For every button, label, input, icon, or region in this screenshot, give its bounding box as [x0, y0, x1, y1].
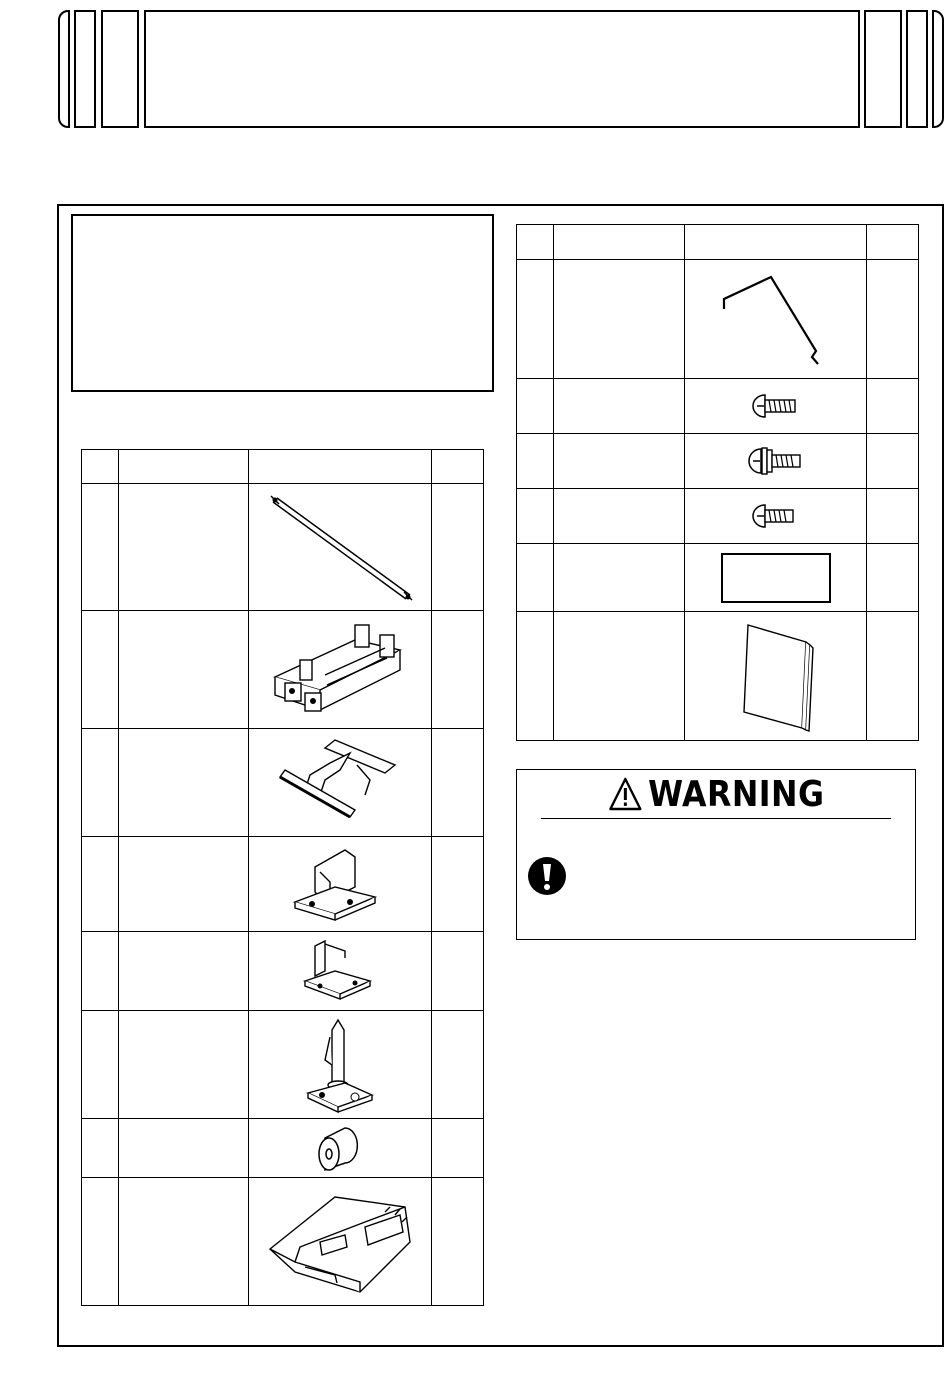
warning-box: [516, 769, 916, 940]
label-icon: [720, 552, 832, 604]
mandatory-action-icon: [527, 856, 567, 896]
table-row: [82, 1178, 484, 1306]
header-tab-left-3: [101, 10, 139, 128]
header-cell-name: [554, 225, 685, 260]
table-header-row: [82, 450, 484, 484]
table-row: [82, 932, 484, 1011]
header-cell-shape: [249, 450, 432, 484]
table-row: [82, 484, 484, 611]
table-row: [82, 611, 484, 729]
header-cell-qty: [867, 225, 919, 260]
table-row: [82, 1011, 484, 1119]
table-row: [517, 434, 919, 489]
header-tab-right-1: [864, 10, 902, 128]
roller-icon: [315, 1123, 365, 1173]
header-bar: [0, 0, 950, 135]
header-tab-left-2: [74, 10, 96, 128]
header-cell-qty: [432, 450, 484, 484]
table-row: [82, 1119, 484, 1178]
table-row: [517, 489, 919, 544]
table-row: [517, 260, 919, 379]
screw-icon: [751, 393, 801, 419]
small-bracket-icon: [300, 936, 380, 1006]
header-cell-no: [82, 450, 119, 484]
table-row: [82, 729, 484, 837]
header-tab-right-3: [932, 10, 944, 128]
header-cell-shape: [685, 225, 867, 260]
table-row: [517, 379, 919, 434]
left-parts-table: [81, 449, 484, 1306]
header-tab-right-2: [906, 10, 928, 128]
guide-plate-icon: [275, 735, 405, 830]
header-cell-no: [517, 225, 554, 260]
latch-bracket-icon: [290, 842, 390, 927]
frame-bracket-icon: [265, 615, 415, 725]
table-row: [517, 544, 919, 612]
table-header-row: [517, 225, 919, 260]
header-tab-left-1: [58, 10, 70, 128]
warning-header: [541, 770, 891, 819]
warning-triangle-icon: [608, 776, 643, 812]
table-row: [82, 837, 484, 932]
note-box: [71, 214, 494, 392]
pin-holder-icon: [300, 1015, 380, 1115]
bent-wire-icon: [716, 269, 836, 369]
paper-tray-icon: [265, 1187, 415, 1297]
header-title-box: [144, 10, 860, 128]
table-row: [517, 612, 919, 741]
warning-title: WARNING: [648, 773, 825, 815]
right-parts-table: [516, 224, 919, 741]
screw-icon: [751, 503, 801, 529]
rod-icon: [255, 490, 425, 605]
screw-with-washer-icon: [747, 446, 805, 476]
manual-booklet-icon: [736, 620, 816, 732]
header-cell-name: [119, 450, 249, 484]
